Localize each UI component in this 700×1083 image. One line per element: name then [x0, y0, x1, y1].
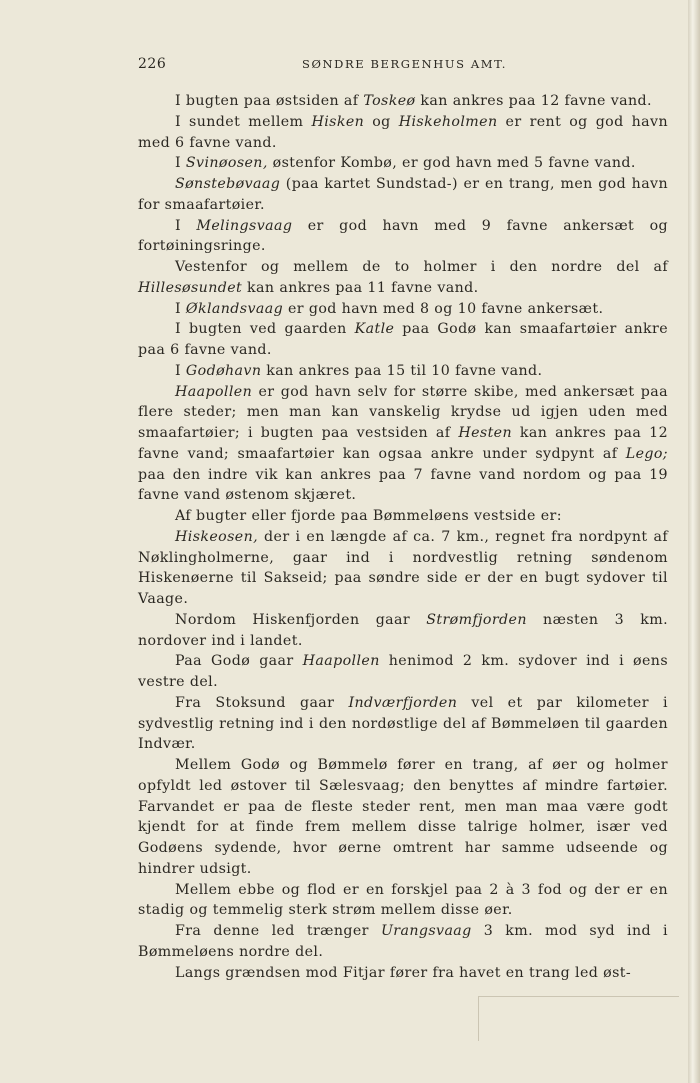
- text-run: Fra denne led trænger: [175, 923, 381, 939]
- page-header: [138, 56, 668, 76]
- text-run: kan ankres paa 15 til 10 favne vand.: [261, 362, 543, 379]
- text-run: I sundet mellem: [175, 113, 312, 130]
- place-name: Sønstebøvaag: [175, 176, 281, 192]
- page-edge: [688, 0, 700, 1083]
- text-run: der i en længde af ca. 7 km., regnet fra nordpynt af Nøklingholmerne, gaar ind i nordvestlig retning søndenom Hiskenøerne til Sakseid; paa søndre side er der en bugt sydover til Vaage.: [138, 528, 668, 607]
- place-name: Toskeø: [363, 93, 416, 109]
- place-name: Svinøosen,: [185, 155, 268, 172]
- text-run: I: [175, 217, 197, 234]
- scan-margin-mark: [478, 996, 679, 1041]
- text-run: Af bugter eller fjorde paa Bømmeløens vestside er:: [175, 508, 562, 524]
- place-name: Indværfjorden: [348, 694, 458, 711]
- text-run: Mellem ebbe og flod er en forskjel paa 2 à 3 fod og der er en stadig og temmelig sterk strøm mellem disse øer.: [138, 881, 668, 919]
- paragraph: [138, 382, 668, 507]
- place-name: Urangsvaag: [380, 923, 472, 939]
- paragraph: [138, 112, 668, 154]
- page-number: 226: [138, 56, 167, 72]
- paragraph: [138, 880, 668, 922]
- place-name: Lego;: [625, 445, 668, 462]
- text-run: er god havn med 8 og 10 favne ankersæt.: [283, 300, 604, 317]
- text-run: Paa Godø gaar: [175, 653, 303, 670]
- paragraph: [138, 361, 668, 382]
- paragraph: [138, 91, 668, 112]
- text-run: (paa kartet Sundstad-) er en trang, men god havn for smaafartøier.: [138, 176, 668, 213]
- paragraph: [138, 921, 668, 963]
- paragraph: [138, 693, 668, 755]
- text-run: er rent og god havn med 6 favne vand.: [138, 113, 668, 151]
- place-name: Hesten: [458, 425, 513, 441]
- text-run: vel et par kilometer i sydvestlig retning ind i den nordøstlige del af Bømmeløen til gaarden Indvær.: [138, 694, 668, 753]
- paragraph: [138, 153, 668, 174]
- place-name: Melingsvaag: [196, 217, 293, 234]
- text-run: I: [175, 300, 186, 317]
- text-run: Fra Stoksund gaar: [175, 694, 349, 711]
- place-name: Katle: [354, 321, 395, 338]
- text-run: østenfor Kombø, er god havn med 5 favne vand.: [267, 155, 636, 172]
- text-run: Nordom Hiskenfjorden gaar: [175, 611, 427, 628]
- text-run: paa Godø kan smaafartøier ankre paa 6 favne vand.: [138, 321, 668, 358]
- text-run: kan ankres paa 11 favne vand.: [242, 279, 479, 296]
- text-run: I bugten ved gaarden: [175, 321, 355, 338]
- paragraph: [138, 174, 668, 216]
- place-name: Øklandsvaag: [185, 300, 284, 317]
- text-run: næsten 3 km. nordover ind i landet.: [138, 611, 668, 649]
- paragraph: [138, 963, 668, 984]
- place-name: Hiskeholmen: [398, 113, 498, 130]
- text-run: Vestenfor og mellem de to holmer i den nordre del af: [175, 259, 668, 275]
- text-run: er god havn med 9 favne ankersæt og fortøiningsringe.: [138, 217, 668, 255]
- paragraph: [138, 319, 668, 361]
- paragraph: [138, 257, 668, 299]
- text-run: og: [364, 113, 399, 130]
- text-run: paa den indre vik kan ankres paa 7 favne vand nordom og paa 19 favne vand østenom skjæret.: [138, 466, 668, 504]
- text-run: er god havn selv for større skibe, med ankersæt paa flere steder; men man kan vanskelig krydse ud igjen uden med smaafartøier; i bugten paa vestsiden af: [138, 383, 668, 441]
- place-name: Hisken: [311, 113, 365, 130]
- text-run: I bugten paa østsiden af: [175, 93, 364, 109]
- paragraph: [138, 216, 668, 258]
- text-run: henimod 2 km. sydover ind i øens vestre del.: [138, 653, 669, 690]
- text-run: I: [175, 155, 186, 172]
- paragraph: [138, 755, 668, 880]
- paragraph: [138, 527, 668, 610]
- paragraph: [138, 299, 668, 320]
- running-title: SØNDRE BERGENHUS AMT.: [302, 57, 508, 71]
- place-name: Strømfjorden: [426, 611, 527, 628]
- text-run: Mellem Godø og Bømmelø fører en trang, af øer og holmer opfyldt led østover til Sælesvaag; den benyttes af mindre fartøier. Farvandet er paa de fleste steder rent, men man maa være godt kjendt for at finde frem mellem disse talrige holmer, især ved Godøens sydende, hvor øerne omtrent har samme udseende og hindrer udsigt.: [138, 757, 668, 877]
- place-name: Haapollen: [302, 653, 380, 670]
- text-run: Langs grændsen mod Fitjar fører fra havet en trang led øst-: [175, 964, 632, 981]
- paragraph: [138, 610, 668, 652]
- paragraph: [138, 506, 668, 527]
- paragraph: [138, 651, 668, 693]
- place-name: Haapollen: [175, 383, 253, 400]
- place-name: Godøhavn: [185, 362, 262, 379]
- text-run: 3 km. mod syd ind i Bømmeløens nordre del.: [138, 923, 668, 960]
- text-run: I: [175, 362, 186, 379]
- text-run: kan ankres paa 12 favne vand; smaafartøier kan ogsaa ankre under sydpynt af: [138, 425, 668, 462]
- body-text: [138, 91, 668, 983]
- place-name: Hiskeosen,: [175, 528, 259, 545]
- place-name: Hillesøsundet: [138, 279, 243, 296]
- text-run: kan ankres paa 12 favne vand.: [415, 93, 652, 109]
